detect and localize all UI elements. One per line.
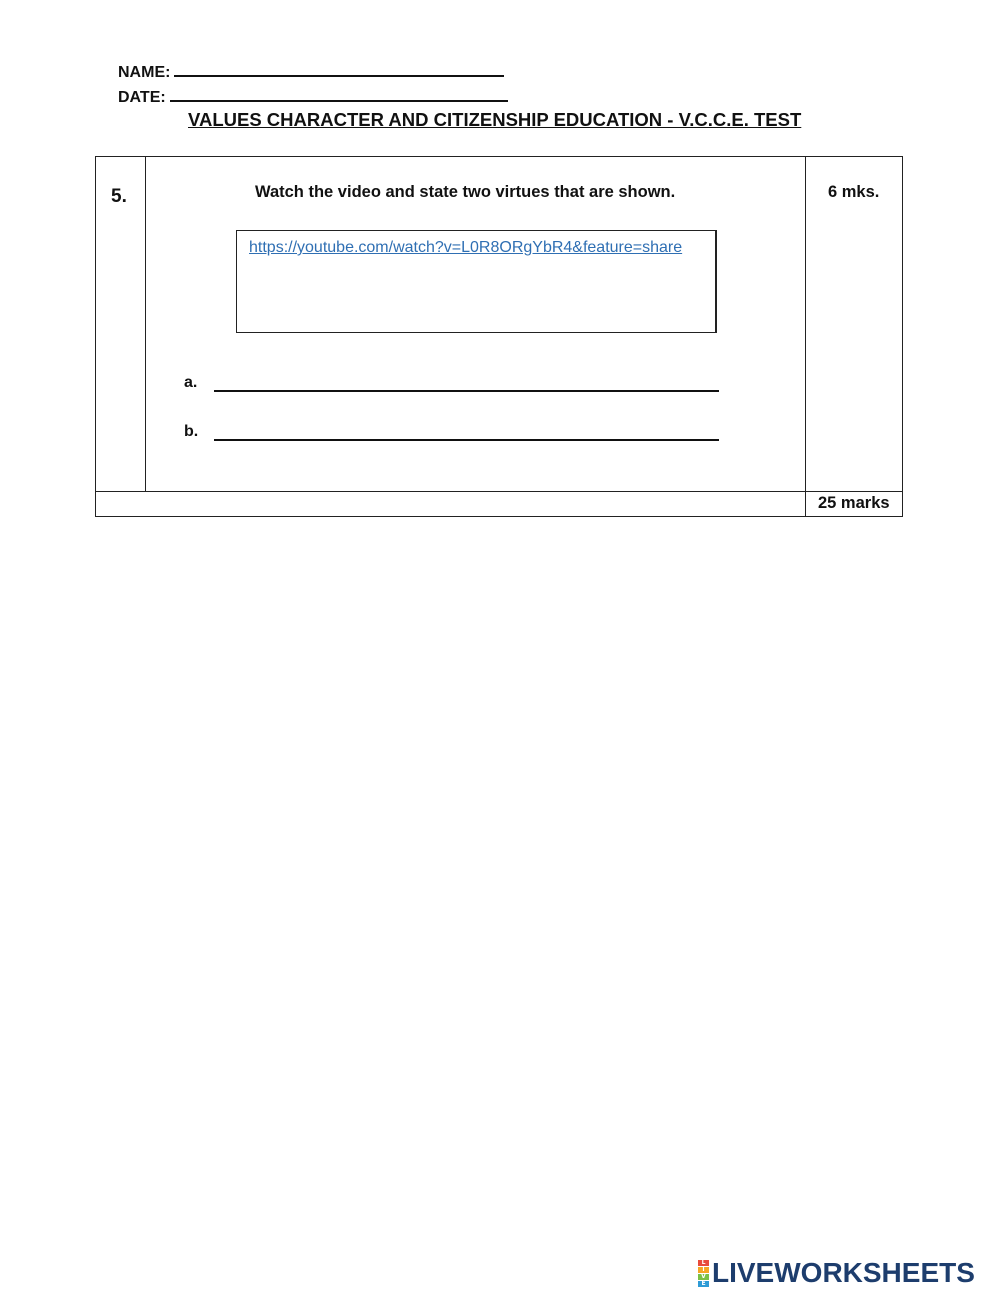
logo-letter: E (698, 1281, 709, 1287)
table-border-bottom (95, 516, 903, 517)
answer-label-b: b. (184, 423, 199, 440)
answer-row-b (184, 423, 719, 441)
table-border-right (902, 156, 903, 517)
logo-letter: V (698, 1274, 709, 1280)
date-field-row (118, 86, 508, 107)
answer-input-b[interactable] (214, 423, 719, 441)
page-title: VALUES CHARACTER AND CITIZENSHIP EDUCATION - V.C.C.E. TEST (188, 109, 802, 130)
name-label: NAME: (118, 64, 171, 81)
question-text: Watch the video and state two virtues that are shown. (255, 183, 676, 201)
total-marks: 25 marks (818, 494, 890, 512)
table-row-divider (95, 491, 903, 492)
table-column-divider (145, 156, 146, 492)
logo-text: LIVEWORKSHEETS (712, 1257, 975, 1288)
logo-letter: I (698, 1267, 709, 1273)
name-blank-line[interactable] (174, 61, 504, 77)
answer-input-a[interactable] (214, 374, 719, 392)
liveworksheets-logo (698, 1257, 975, 1289)
logo-mark-icon (698, 1260, 709, 1287)
logo-letter: L (698, 1260, 709, 1266)
answer-label-a: a. (184, 374, 198, 391)
name-field-row (118, 61, 504, 82)
video-link[interactable]: https://youtube.com/watch?v=L0R8ORgYbR4&feature=share (249, 239, 683, 256)
table-border-top (95, 156, 903, 157)
table-marks-divider (805, 156, 806, 517)
question-marks: 6 mks. (828, 183, 880, 201)
date-blank-line[interactable] (170, 86, 508, 102)
video-box (236, 230, 717, 333)
table-border-left (95, 156, 96, 517)
answer-row-a (184, 374, 719, 392)
question-number: 5. (111, 186, 127, 207)
date-label: DATE: (118, 89, 166, 106)
